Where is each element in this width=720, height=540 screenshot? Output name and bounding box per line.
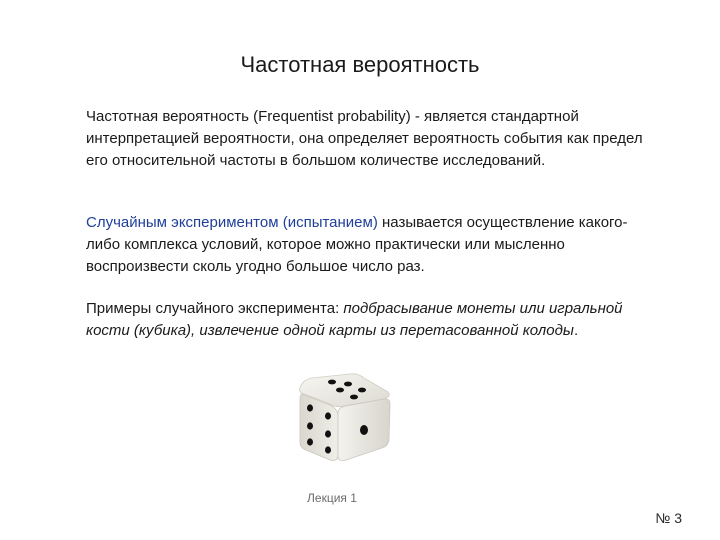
definition-text: - является стандартной интерпретацией вероятности, она определяет вероятность события как предел его относительной частоты в большом количестве исследований. [86, 108, 643, 169]
paragraph-random-experiment [86, 212, 646, 278]
examples-lead: Примеры случайного эксперимента: [86, 300, 344, 317]
examples-end: . [573, 322, 579, 339]
footer-lecture: Лекция 1 [307, 491, 357, 505]
paragraph-examples [86, 298, 646, 342]
dice-icon [292, 372, 396, 464]
random-experiment-text: называется осуществление какого-либо комплекса условий, которое можно практически или мысленно воспроизвести сколь угодно большое число раз. [86, 214, 628, 275]
page-number: № 3 [655, 510, 682, 526]
slide-title: Частотная вероятность [240, 52, 480, 77]
examples-list: подбрасывание монеты или игральной кости (кубика), извлечение одной карты из перетасованной колоды [86, 300, 623, 339]
paragraph-definition [86, 106, 646, 172]
term-frequentist-probability: Частотная вероятность (Frequentist probability) [86, 108, 411, 125]
term-random-experiment: Случайным экспериментом (испытанием) [86, 214, 378, 231]
